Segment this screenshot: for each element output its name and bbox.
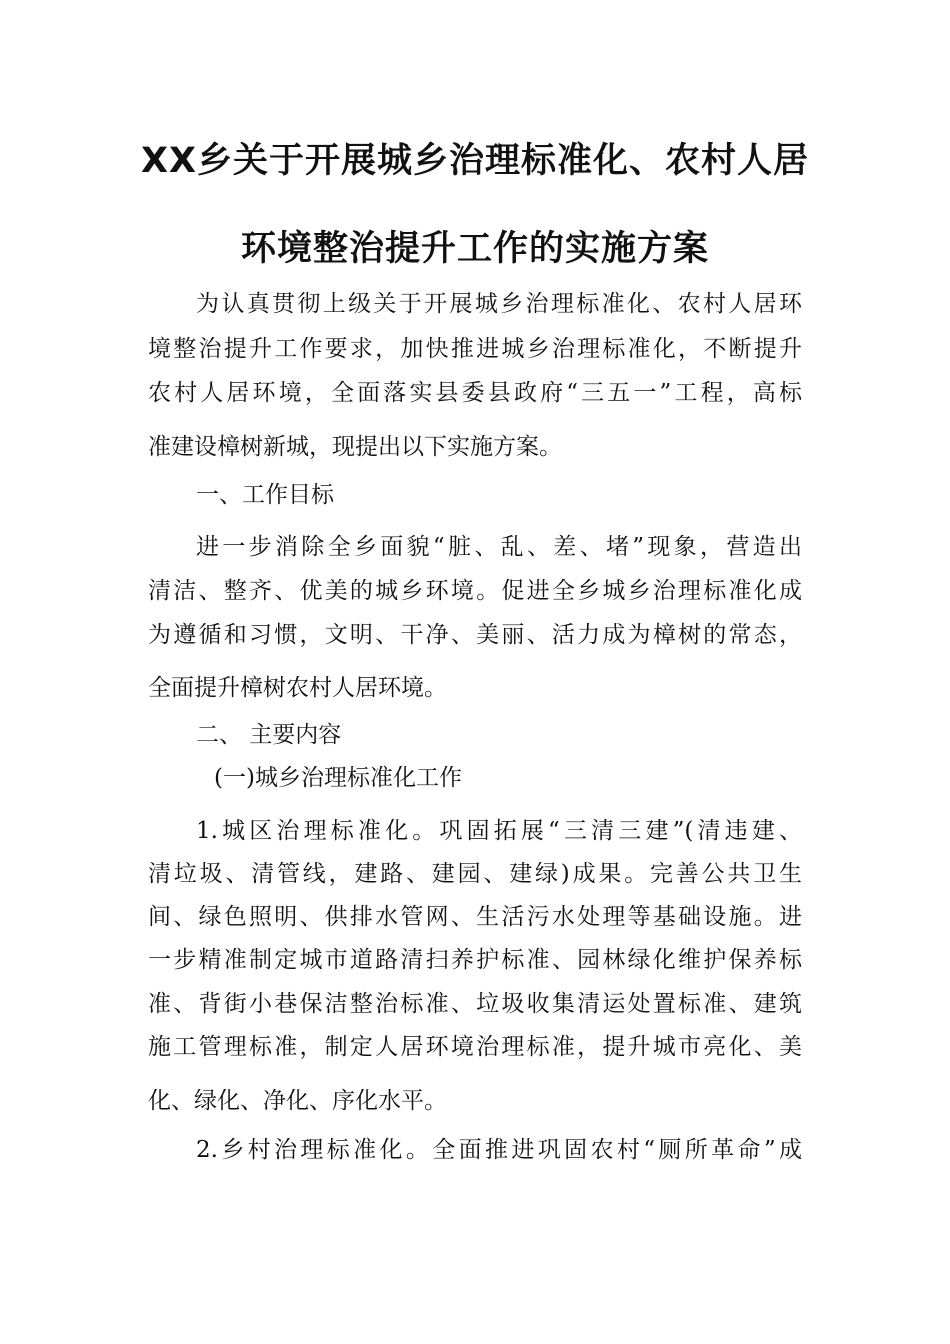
paragraph-line: 农村人居环境，全面落实县委县政府“三五一”工程，高标 xyxy=(148,380,802,406)
paragraph-line: 间、绿色照明、供排水管网、生活污水处理等基础设施。进 xyxy=(148,904,802,930)
paragraph-line: 清洁、整齐、优美的城乡环境。促进全乡城乡治理标准化成 xyxy=(148,578,802,604)
paragraph-line: 一步精准制定城市道路清扫养护标准、园林绿化维护保养标 xyxy=(148,947,802,973)
paragraph-line: 施工管理标准，制定人居环境治理标准，提升城市亮化、美 xyxy=(148,1034,802,1060)
paragraph-line: 全面提升樟树农村人居环境。 xyxy=(148,675,447,701)
paragraph-line: 1.城区治理标准化。巩固拓展“三清三建”(清违建、 xyxy=(196,818,802,844)
section-heading: 一、工作目标 xyxy=(196,482,334,508)
section-heading: 二、 主要内容 xyxy=(196,722,342,748)
paragraph-line: 准建设樟树新城，现提出以下实施方案。 xyxy=(148,434,562,460)
paragraph-line: 准、背街小巷保洁整治标准、垃圾收集清运处置标准、建筑 xyxy=(148,991,802,1017)
subsection-heading: (一)城乡治理标准化工作 xyxy=(214,765,462,791)
paragraph-line: 进一步消除全乡面貌“脏、乱、差、堵”现象，营造出 xyxy=(196,534,802,560)
document-title-line-1: XX乡关于开展城乡治理标准化、农村人居 xyxy=(141,141,809,181)
paragraph-line: 境整治提升工作要求，加快推进城乡治理标准化，不断提升 xyxy=(148,336,802,362)
paragraph-line: 清垃圾、清管线，建路、建园、建绿)成果。完善公共卫生 xyxy=(148,861,802,887)
paragraph-line: 为认真贯彻上级关于开展城乡治理标准化、农村人居环 xyxy=(196,291,802,317)
paragraph-line: 2.乡村治理标准化。全面推进巩固农村“厕所革命”成 xyxy=(196,1137,802,1163)
paragraph-line: 为遵循和习惯，文明、干净、美丽、活力成为樟树的常态， xyxy=(148,622,802,648)
document-title-line-2: 环境整治提升工作的实施方案 xyxy=(240,229,709,269)
paragraph-line: 化、绿化、净化、序化水平。 xyxy=(148,1088,447,1114)
